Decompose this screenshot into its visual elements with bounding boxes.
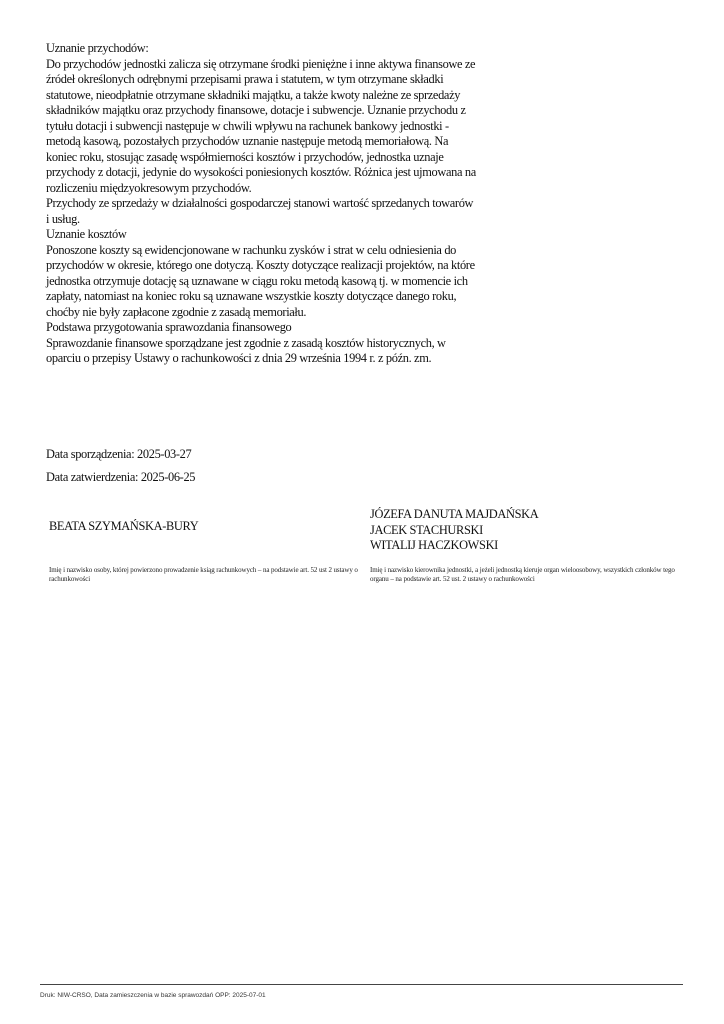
revenue-recognition-text: Do przychodów jednostki zalicza się otrzymane środki pieniężne i inne aktywa finansowe ze źródeł określonych odrębnymi przepisami prawa i statutem, w tym otrzymane składki statutowe, nieodpłatnie otrzymane składniki majątku, a także kwoty należne ze sprzedaży składników majątku oraz przychody finansowe, dotacje i subwencje. Uznanie przychodu z tytułu dotacji i subwencji następuje w chwili wpływu na rachunek bankowy jednostki - metodą kasową, pozostałych przychodów uznanie następuje metodą memoriałową. Na koniec roku, stosując zasadę współmierności kosztów i przychodów, jednostka uznaje przychody z dotacji, jedynie do wysokości poniesionych kosztów. Różnica jest ujmowana na rozliczeniu międzyokresowym przychodów. [46, 56, 476, 195]
footer-divider [40, 984, 683, 985]
notes-body [46, 41, 476, 367]
approval-date: Data zatwierdzenia: 2025-06-25 [46, 470, 196, 484]
management-member: JACEK STACHURSKI [370, 522, 483, 537]
management-signatures [370, 507, 538, 554]
basis-text: Sprawozdanie finansowe sporządzane jest zgodnie z zasadą kosztów historycznych, w oparciu o przepisy Ustawy o rachunkowości z dnia 29 września 1994 r. z późn. zm. [46, 335, 446, 365]
management-caption: Imię i nazwisko kierownika jednostki, a jeżeli jednostką kieruje organ wieloosobowy, wszystkich członków tego organu – na podstawie art. 52 ust. 2 ustawy o rachunkowości [370, 566, 675, 583]
cost-recognition-text: Ponoszone koszty są ewidencjonowane w rachunku zysków i strat w celu odniesienia do przychodów w okresie, którego one dotyczą. Koszty dotyczące realizacji projektów, na które jednostka otrzymuje dotację są uznawane w ciągu roku metodą kasową tj. w momencie ich zapłaty, natomiast na koniec roku są uznawane wszystkie koszty dotyczące danego roku, choćby nie były zapłacone zgodnie z zasadą memoriału. [46, 242, 475, 319]
management-member: JÓZEFA DANUTA MAJDAŃSKA [370, 507, 539, 521]
revenue-recognition-heading: Uznanie przychodów: [46, 41, 149, 55]
basis-heading: Podstawa przygotowania sprawozdania finansowego [46, 320, 292, 334]
accountant-caption: Imię i nazwisko osoby, której powierzono prowadzenie ksiąg rachunkowych – na podstawie art. 52 ust 2 ustawy o rachunkowości [49, 566, 358, 583]
preparation-date: Data sporządzenia: 2025-03-27 [46, 447, 192, 461]
accountant-signature: BEATA SZYMAŃSKA-BURY [49, 519, 199, 533]
dates-section [46, 447, 195, 493]
cost-recognition-heading: Uznanie kosztów [46, 227, 127, 241]
management-member: WITALIJ HACZKOWSKI [370, 538, 498, 552]
sales-revenue-text: Przychody ze sprzedaży w działalności gospodarczej stanowi wartość sprzedanych towarów i usług. [46, 196, 474, 226]
footer-print-info: Druk: NIW-CRSO, Data zamieszczenia w bazie sprawozdań OPP: 2025-07-01 [40, 992, 266, 999]
